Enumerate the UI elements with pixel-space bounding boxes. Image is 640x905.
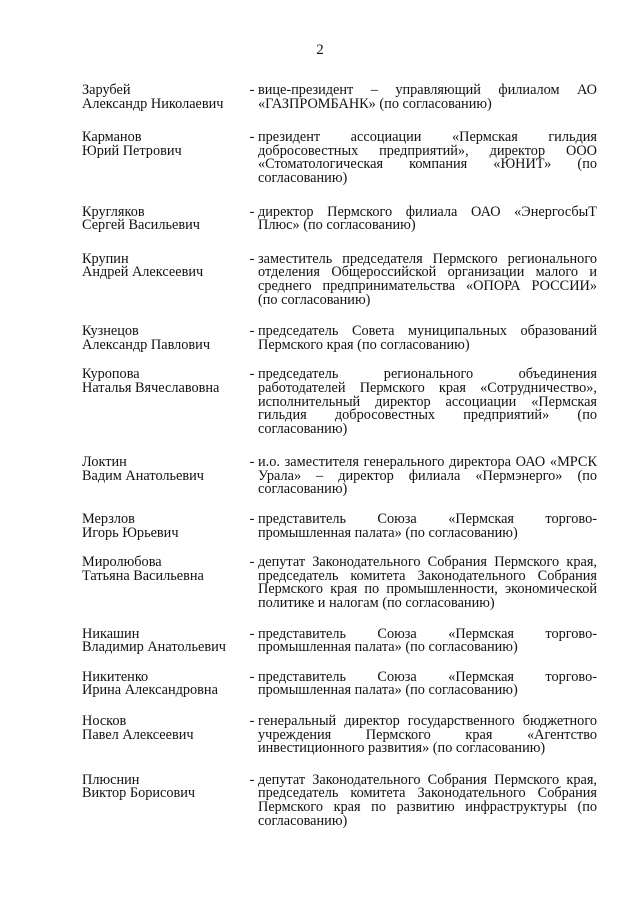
member-given-names: Игорь Юрьевич: [82, 524, 179, 541]
member-given-names: Наталья Вячеславовна: [82, 379, 220, 396]
member-entry: [82, 456, 597, 497]
entry-dash: -: [249, 203, 255, 220]
member-position: директор Пермского филиала ОАО «ЭнергосбыТ Плюс» (по согласованию): [258, 203, 597, 234]
member-entry: [82, 203, 597, 234]
member-entry: [82, 325, 597, 352]
member-entry: [82, 715, 597, 756]
member-position: депутат Законодательного Собрания Пермского края, председатель комитета Законодательного Собрания Пермского края по развитию инфраструктуры (по согласованию): [258, 771, 597, 829]
member-name: [82, 325, 246, 352]
member-entry: [82, 250, 597, 308]
member-position: и.о. заместителя генерального директора ОАО «МРСК Урала» – директор филиала «Пермэнерго» (по согласованию): [258, 454, 597, 498]
member-surname: Кругляков: [82, 203, 145, 220]
member-given-names: Павел Алексеевич: [82, 726, 194, 743]
entry-dash: -: [249, 625, 255, 642]
member-given-names: Ирина Александровна: [82, 682, 218, 699]
entry-dash: -: [249, 713, 255, 729]
member-position: президент ассоциации «Пермская гильдия добросовестных предприятий», директор ООО «Стоматологическая компания «ЮНИТ» (по согласованию): [258, 129, 597, 186]
member-name: [82, 368, 246, 395]
member-position: депутат Законодательного Собрания Пермского края, председатель комитета Законодательного Собрания Пермского края по промышленности, экономической политике и налогам (по согласованию): [258, 554, 597, 612]
entry-dash: -: [249, 82, 255, 98]
member-position: представитель Союза «Пермская торгово-промышленная палата» (по согласованию): [258, 668, 597, 699]
member-surname: Локтин: [82, 454, 127, 471]
member-position: вице-президент – управляющий филиалом АО «ГАЗПРОМБАНК» (по согласованию): [258, 82, 597, 112]
member-surname: Зарубей: [82, 82, 131, 98]
member-given-names: Владимир Анатольевич: [82, 639, 226, 656]
member-name: [82, 556, 246, 583]
member-name: [82, 456, 246, 483]
entry-dash: -: [249, 323, 255, 340]
member-entry: [82, 131, 597, 185]
member-surname: Кузнецов: [82, 323, 139, 340]
member-name: [82, 625, 246, 656]
member-given-names: Сергей Васильевич: [82, 217, 200, 234]
page-number: 2: [316, 42, 324, 58]
member-surname: Куропова: [82, 366, 140, 383]
member-name: [82, 715, 246, 742]
member-surname: Никашин: [82, 625, 140, 642]
member-position: председатель Совета муниципальных образований Пермского края (по согласованию): [258, 323, 597, 353]
member-given-names: Виктор Борисович: [82, 785, 196, 802]
member-entry: [82, 668, 597, 699]
member-position: генеральный директор государственного бюджетного учреждения Пермского края «Агентство инвестиционного развития» (по согласованию): [258, 713, 597, 757]
member-name: [82, 250, 246, 281]
member-given-names: Татьяна Васильевна: [82, 567, 204, 584]
member-name: [82, 203, 246, 234]
entry-dash: -: [249, 366, 255, 383]
member-name: [82, 668, 246, 699]
member-entry: [82, 513, 597, 540]
entry-dash: -: [249, 668, 255, 685]
entry-dash: -: [249, 554, 255, 571]
member-entry: [82, 771, 597, 829]
member-entry: [82, 556, 597, 610]
member-name: [82, 131, 246, 158]
member-surname: Плюснин: [82, 771, 140, 788]
member-position: представитель Союза «Пермская торгово-промышленная палата» (по согласованию): [258, 511, 597, 541]
member-surname: Миролюбова: [82, 554, 162, 571]
member-entry: [82, 625, 597, 656]
member-position: представитель Союза «Пермская торгово-промышленная палата» (по согласованию): [258, 625, 597, 656]
entry-dash: -: [249, 511, 255, 528]
member-surname: Носков: [82, 713, 127, 729]
member-position: заместитель председателя Пермского регионального отделения Общероссийской организации малого и среднего предпринимательства «ОПОРА РОССИИ» (по согласованию): [258, 250, 597, 308]
entry-dash: -: [249, 129, 255, 146]
member-list: [82, 84, 597, 828]
member-given-names: Юрий Петрович: [82, 142, 182, 159]
entry-dash: -: [249, 454, 255, 471]
member-name: [82, 771, 246, 802]
member-given-names: Андрей Алексеевич: [82, 264, 204, 281]
member-surname: Мерзлов: [82, 511, 135, 528]
member-surname: Крупин: [82, 250, 129, 267]
member-entry: [82, 84, 597, 111]
member-surname: Карманов: [82, 129, 142, 146]
member-position: председатель регионального объединения работодателей Пермского края «Сотрудничество», исполнительный директор ассоциации «Пермская гильдия добросовестных предприятий» (по согласованию): [258, 366, 597, 437]
member-entry: [82, 368, 597, 436]
member-name: [82, 84, 246, 111]
member-given-names: Вадим Анатольевич: [82, 467, 204, 484]
member-given-names: Александр Николаевич: [82, 95, 224, 112]
member-given-names: Александр Павлович: [82, 336, 211, 353]
entry-dash: -: [249, 250, 255, 267]
member-name: [82, 513, 246, 540]
entry-dash: -: [249, 771, 255, 788]
member-surname: Никитенко: [82, 668, 149, 685]
